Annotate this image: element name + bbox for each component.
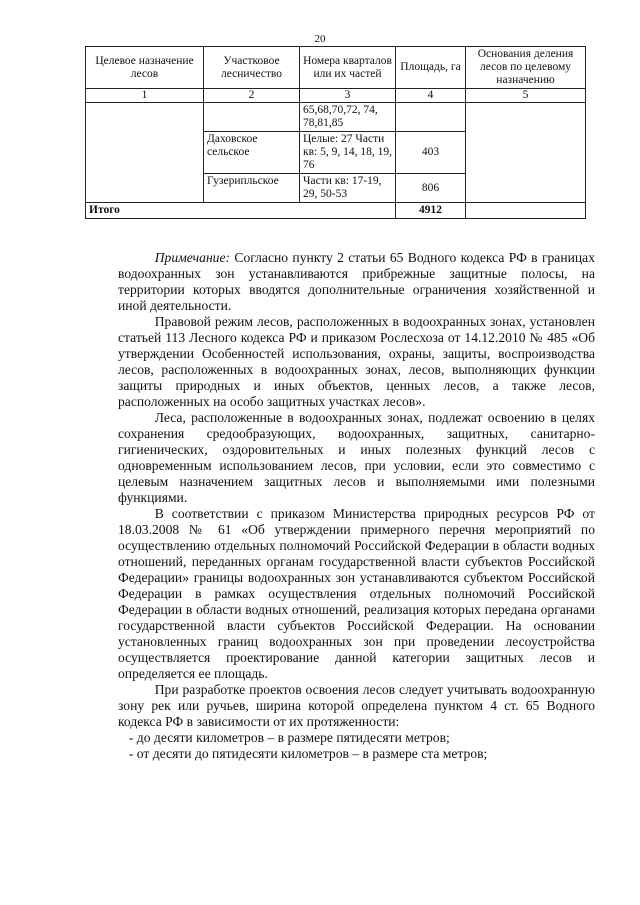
header-basis: Основания деления лесов по целевому назначению [466, 47, 586, 89]
quarters-cell: Целые: 27 Части кв: 5, 9, 14, 18, 19, 76 [300, 132, 396, 174]
note-label: Примечание: [154, 250, 231, 265]
column-number: 1 [86, 89, 204, 103]
note-text: Согласно пункту 2 статьи 65 Водного кодекса РФ в границах водоохранных зон устанавливаются прибрежные защитные полосы, на территории которых вводятся дополнительные ограничения хозяйственной и иной деятельности. [118, 250, 595, 313]
column-number-row [86, 89, 586, 103]
district-cell: Гузерипльское [204, 174, 300, 203]
body-text [118, 250, 595, 762]
paragraph: В соответствии с приказом Министерства природных ресурсов РФ от 18.03.2008 № 61 «Об утверждении примерного перечня мероприятий по осуществлению отдельных полномочий Российской Федерации в области водных отношений, переданных органам государственной власти субъектов Российской Федерации» границы водоохранных зон устанавливаются субъектом Российской Федерации в рамках осуществления отдельных полномочий Российской Федерации в области водных отношений, реализация которых передана органами государственной власти субъектов Российской Федерации. На основании установленных границ водоохранных зон при проведении лесоустройства осуществляется проектирование данной категории защитных лесов и определяется ее площадь. [118, 506, 595, 681]
header-purpose: Целевое назначение лесов [86, 47, 204, 89]
quarters-cell: 65,68,70,72, 74, 78,81,85 [300, 103, 396, 132]
total-basis [466, 203, 586, 219]
total-row [86, 203, 586, 219]
list-item: - до десяти километров – в размере пятидесяти метров; [128, 730, 450, 745]
total-label: Итого [86, 203, 396, 219]
basis-cell [466, 103, 586, 203]
header-area: Площадь, га [396, 47, 466, 89]
total-area: 4912 [396, 203, 466, 219]
quarters-cell: Части кв: 17-19, 29, 50-53 [300, 174, 396, 203]
column-number: 5 [466, 89, 586, 103]
column-number: 4 [396, 89, 466, 103]
paragraph: Правовой режим лесов, расположенных в водоохранных зонах, установлен статьей 113 Лесного кодекса РФ и приказом Рослесхоза от 14.12.2010 № 485 «Об утверждении Особенностей использования, охраны, защиты, воспроизводства лесов, расположенных в водоохранных зонах, лесов, выполняющих функции защиты природных и иных объектов, ценных лесов, а также лесов, расположенных на особо защитных участках лесов». [118, 314, 595, 409]
area-cell [396, 103, 466, 132]
district-cell [204, 103, 300, 132]
list-item: - от десяти до пятидесяти километров – в размере ста метров; [128, 746, 488, 761]
purpose-cell [86, 103, 204, 203]
note-paragraph [118, 250, 595, 314]
paragraph: При разработке проектов освоения лесов следует учитывать водоохранную зону рек или ручьев, ширина которой определена пунктом 4 ст. 65 Водного кодекса РФ в зависимости от их протяженности: [118, 682, 595, 729]
table-row [86, 103, 586, 132]
area-cell: 806 [396, 174, 466, 203]
paragraph: Леса, расположенные в водоохранных зонах, подлежат освоению в целях сохранения средообразующих, водоохранных, защитных, санитарно-гигиенических, оздоровительных и иных полезных функций лесов с одновременным использованием лесов, при условии, если это совместимо с целевым назначением защитных лесов и выполняемыми ими полезными функциями. [118, 410, 595, 505]
district-cell: Даховское сельское [204, 132, 300, 174]
forest-purpose-table [85, 46, 586, 219]
page-number: 20 [314, 33, 326, 45]
column-number: 3 [300, 89, 396, 103]
column-number: 2 [204, 89, 300, 103]
table-header-row [86, 47, 586, 89]
area-cell: 403 [396, 132, 466, 174]
header-district: Участковое лесничество [204, 47, 300, 89]
header-quarters: Номера кварталов или их частей [300, 47, 396, 89]
